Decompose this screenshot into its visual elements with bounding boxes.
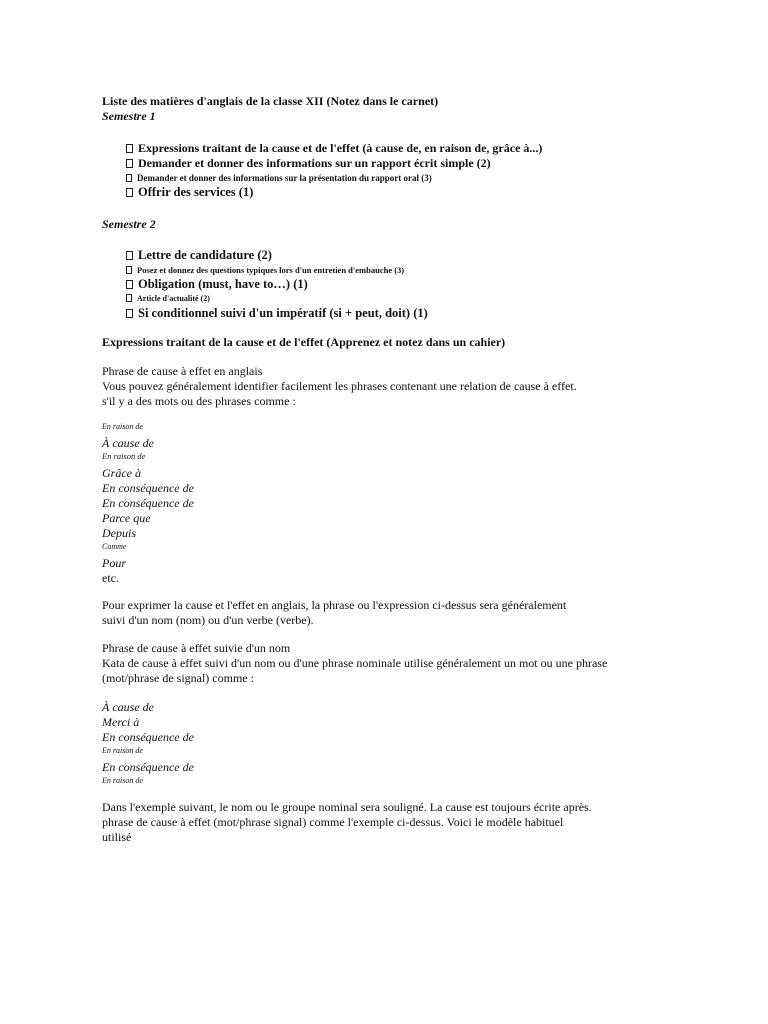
semester1-list	[102, 141, 662, 200]
paragraph: Dans l'exemple suivant, le nom ou le groupe nominal sera souligné. La cause est toujours écrite après. phrase de cause à effet (mot/phrase signal) comme l'exemple ci-dessus. Voici le modèle habituel utilisé	[102, 800, 592, 844]
list-item: Expressions traitant de la cause et de l'effet (à cause de, en raison de, grâce à...)	[126, 141, 662, 156]
list-item: Posez et donnez des questions typiques lors d'un entretien d'embauche (3)	[126, 263, 662, 277]
list-item: Lettre de candidature (2)	[126, 248, 662, 263]
checkbox-icon	[126, 266, 132, 274]
list-item: Pour	[102, 556, 126, 570]
list-item: Si conditionnel suivi d'un impératif (si + peut, doit) (1)	[126, 306, 662, 321]
intro-paragraph: Phrase de cause à effet en anglais Vous pouvez généralement identifier facilement les phrases contenant une relation de cause à effet. s'il y a des mots ou des phrases comme :	[102, 364, 577, 408]
semester2-heading: Semestre 2	[102, 217, 156, 231]
paragraph: Pour exprimer la cause et l'effet en anglais, la phrase ou l'expression ci-dessus sera généralement suivi d'un nom (nom) ou d'un verbe (verbe).	[102, 598, 567, 627]
section-heading: Expressions traitant de la cause et de l'effet (Apprenez et notez dans un cahier)	[102, 335, 506, 349]
checkbox-icon	[126, 251, 133, 260]
list-item: Demander et donner des informations sur un rapport écrit simple (2)	[126, 156, 662, 171]
checkbox-icon	[126, 280, 133, 289]
list-item: Parce que	[102, 511, 151, 525]
checkbox-icon	[126, 174, 132, 182]
list-item: Comme	[102, 542, 127, 551]
list-item: Grâce à	[102, 466, 141, 480]
paragraph: Phrase de cause à effet suivie d'un nom Kata de cause à effet suivi d'un nom ou d'une phrase nominale utilise généralement un mot ou une phrase (mot/phrase de signal) comme :	[102, 641, 608, 685]
list-item: Depuis	[102, 526, 136, 540]
list-item: À cause de	[102, 436, 154, 450]
list-item: À cause de	[102, 700, 154, 714]
semester2-list	[102, 248, 662, 321]
list-item: Merci à	[102, 715, 140, 729]
checkbox-icon	[126, 159, 133, 168]
list-item: Obligation (must, have to…) (1)	[126, 277, 662, 292]
checkbox-icon	[126, 309, 133, 318]
semester1-heading: Semestre 1	[102, 109, 156, 123]
list-item: Article d'actualité (2)	[126, 292, 662, 306]
list-item: En conséquence de	[102, 730, 194, 744]
list-item: En raison de	[102, 776, 143, 785]
checkbox-icon	[126, 188, 133, 197]
list-item: En raison de	[102, 451, 146, 461]
list-item: En conséquence de	[102, 760, 194, 774]
list-item: En raison de	[102, 422, 143, 431]
list-item: Offrir des services (1)	[126, 185, 662, 200]
document-page	[102, 94, 662, 845]
cause-phrase-list	[102, 421, 662, 586]
checkbox-icon	[126, 144, 133, 153]
list-item: En raison de	[102, 746, 143, 755]
list-item: En conséquence de	[102, 481, 194, 495]
checkbox-icon	[126, 294, 132, 302]
signal-phrase-list	[102, 700, 662, 786]
etc-text: etc.	[102, 571, 119, 585]
list-item: En conséquence de	[102, 496, 194, 510]
list-item: Demander et donner des informations sur la présentation du rapport oral (3)	[126, 171, 662, 185]
document-title: Liste des matières d'anglais de la classe XII (Notez dans le carnet)	[102, 94, 439, 108]
